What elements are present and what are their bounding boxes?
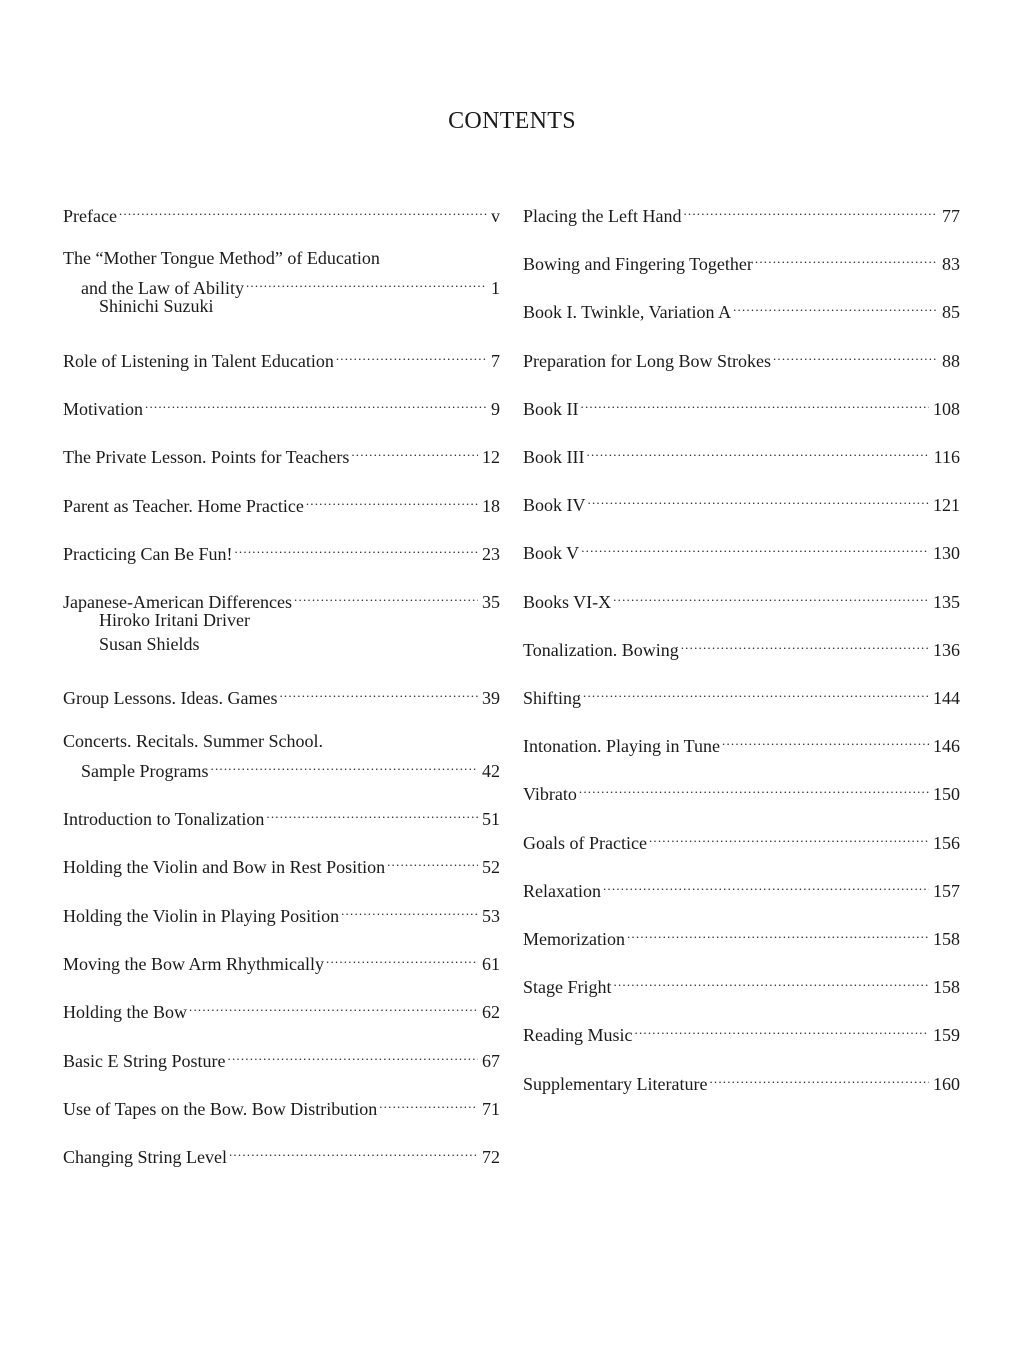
toc-entry-title: and the Law of Ability — [81, 278, 244, 299]
toc-entry-title: Book III — [523, 447, 585, 467]
toc-line — [63, 849, 500, 878]
toc-entry[interactable] — [63, 584, 500, 656]
toc-line — [63, 343, 500, 371]
toc-line — [523, 680, 960, 708]
toc-page-number: 130 — [933, 543, 960, 564]
dot-leader — [387, 849, 478, 873]
toc-entry-title: Goals of Practice — [523, 832, 647, 853]
dot-leader — [119, 198, 487, 222]
toc-entry-title: Group Lessons. Ideas. Games — [63, 688, 278, 709]
toc-entry-title: Supplementary Literature — [523, 1073, 708, 1094]
toc-page-number: 116 — [933, 447, 960, 467]
dot-leader — [649, 825, 929, 849]
toc-entry-title: Holding the Violin and Bow in Rest Position — [63, 857, 386, 878]
toc-entry[interactable] — [523, 776, 960, 805]
toc-page-number: 9 — [491, 398, 500, 419]
toc-author: Susan Shields — [99, 634, 200, 655]
toc-page-number: 83 — [942, 254, 960, 275]
toc-entry[interactable] — [523, 1066, 960, 1094]
toc-entry[interactable] — [63, 198, 500, 226]
toc-entry-title: Use of Tapes on the Bow. Bow Distribution — [63, 1098, 378, 1119]
toc-entry-title: Motivation — [63, 398, 143, 419]
toc-page-number: 108 — [933, 398, 960, 419]
toc-page-number: 160 — [933, 1073, 960, 1094]
dot-leader — [266, 801, 478, 825]
toc-entry-title: Introduction to Tonalization — [63, 809, 265, 829]
dot-leader — [326, 946, 478, 970]
dot-leader — [583, 680, 929, 704]
toc-entry-title: Japanese-American Differences — [63, 592, 293, 613]
toc-line — [63, 946, 500, 974]
toc-line — [63, 801, 500, 829]
dot-leader — [722, 728, 929, 752]
toc-entry-title: Holding the Bow — [63, 1002, 187, 1023]
toc-entry[interactable] — [523, 246, 960, 275]
toc-entry-title: Parent as Teacher. Home Practice — [63, 495, 304, 516]
toc-entry[interactable] — [523, 439, 960, 467]
toc-entry-title: Concerts. Recitals. Summer School. — [63, 730, 323, 751]
toc-line — [523, 776, 960, 805]
toc-line — [523, 391, 960, 419]
toc-page-number: 39 — [482, 688, 500, 709]
toc-line — [63, 488, 500, 516]
dot-leader — [228, 1043, 479, 1067]
toc-page-number: 159 — [933, 1025, 960, 1046]
toc-line — [523, 198, 960, 226]
toc-entry-title: Book II — [523, 398, 579, 419]
toc-page-number: 52 — [482, 857, 500, 878]
toc-page-number: 85 — [942, 302, 960, 323]
toc-page-number: 146 — [933, 736, 960, 757]
dot-leader — [341, 898, 478, 922]
toc-line — [63, 1091, 500, 1119]
dot-leader — [773, 343, 938, 367]
toc-entry-title: Relaxation — [523, 880, 601, 901]
toc-line — [63, 1139, 500, 1168]
dot-leader — [588, 487, 930, 511]
toc-line — [63, 270, 500, 299]
toc-author: Hiroko Iritani Driver — [99, 610, 250, 631]
toc-entry-title: Book IV — [523, 495, 586, 516]
toc-page-number: 158 — [933, 977, 960, 998]
toc-line — [523, 294, 960, 323]
toc-entry-title: Bowing and Fingering Together — [523, 254, 753, 275]
toc-page-number: 12 — [482, 447, 500, 468]
toc-page-number: 61 — [482, 953, 500, 974]
toc-entry-title: Book I. Twinkle, Variation A — [523, 302, 732, 323]
toc-entry[interactable] — [63, 729, 500, 781]
dot-leader — [579, 776, 929, 800]
toc-line — [523, 728, 960, 757]
toc-line — [523, 246, 960, 275]
toc-entry[interactable] — [63, 439, 500, 468]
toc-author: Shinichi Suzuki — [99, 296, 214, 317]
toc-line — [523, 487, 960, 516]
toc-entry-title: Vibrato — [523, 784, 577, 805]
toc-line — [523, 343, 960, 371]
toc-page-number: 51 — [482, 809, 500, 829]
toc-line — [63, 246, 500, 270]
toc-page-number: 53 — [482, 905, 500, 926]
toc-page-number: 136 — [933, 639, 960, 660]
toc-page-number: 77 — [942, 206, 960, 226]
toc-page-number: 72 — [482, 1147, 500, 1168]
toc-line — [523, 632, 960, 660]
toc-page-number: v — [491, 206, 500, 226]
toc-page-number: 62 — [482, 1002, 500, 1023]
toc-line — [523, 825, 960, 853]
toc-entry[interactable] — [523, 632, 960, 660]
toc-page-number: 42 — [482, 760, 500, 781]
dot-leader — [733, 294, 938, 318]
dot-leader — [211, 753, 479, 777]
dot-leader — [229, 1139, 478, 1163]
toc-entry[interactable] — [523, 921, 960, 949]
toc-line — [63, 753, 500, 781]
toc-entry-title: Role of Listening in Talent Education — [63, 350, 334, 371]
dot-leader — [189, 994, 478, 1018]
toc-line — [63, 391, 500, 419]
toc-line — [523, 921, 960, 949]
toc-entry[interactable] — [523, 969, 960, 998]
toc-line — [523, 1066, 960, 1094]
dot-leader — [709, 1066, 929, 1090]
toc-line — [63, 536, 500, 564]
contents-title: CONTENTS — [448, 108, 576, 134]
toc-line — [523, 535, 960, 564]
dot-leader — [306, 488, 478, 512]
dot-leader — [614, 969, 930, 993]
toc-page-number: 35 — [482, 592, 500, 613]
toc-page-number: 150 — [933, 784, 960, 805]
toc-page-number: 157 — [933, 880, 960, 901]
dot-leader — [683, 198, 938, 222]
dot-leader — [627, 921, 929, 945]
toc-entry-title: Preface — [63, 206, 117, 226]
toc-entry-title: The “Mother Tongue Method” of Education — [63, 248, 380, 269]
toc-line — [523, 1017, 960, 1046]
toc-entry-title: Preparation for Long Bow Strokes — [523, 350, 771, 371]
toc-line — [63, 584, 500, 613]
toc-line — [63, 439, 500, 468]
toc-entry[interactable] — [63, 898, 500, 926]
toc-page-number: 144 — [933, 688, 960, 708]
toc-page-number: 7 — [491, 350, 500, 371]
toc-entry-title: Moving the Bow Arm Rhythmically — [63, 953, 324, 974]
toc-entry[interactable] — [523, 343, 960, 371]
toc-entry-title: Memorization — [523, 929, 625, 949]
toc-entry-title: Placing the Left Hand — [523, 206, 682, 226]
toc-entry[interactable] — [63, 488, 500, 516]
toc-page-number: 156 — [933, 832, 960, 853]
toc-entry[interactable] — [63, 343, 500, 371]
toc-entry-title: Shifting — [523, 688, 582, 708]
toc-line — [63, 729, 500, 753]
toc-entry[interactable] — [523, 728, 960, 757]
toc-entry[interactable] — [523, 198, 960, 226]
toc-line — [523, 969, 960, 998]
toc-entry[interactable] — [63, 1043, 500, 1071]
dot-leader — [351, 439, 478, 463]
toc-entry-title: Books VI-X — [523, 591, 612, 612]
toc-line — [63, 1043, 500, 1071]
dot-leader — [603, 873, 929, 897]
toc-entry-title: Book V — [523, 543, 580, 564]
dot-leader — [613, 584, 929, 608]
toc-page-number: 1 — [491, 278, 500, 299]
toc-entry[interactable] — [63, 1091, 500, 1119]
toc-line — [523, 584, 960, 612]
dot-leader — [681, 632, 929, 656]
toc-entry[interactable] — [523, 680, 960, 708]
toc-entry-title: Tonalization. Bowing — [523, 639, 679, 660]
toc-line — [523, 439, 960, 467]
toc-page-number: 71 — [482, 1098, 500, 1119]
toc-page-number: 135 — [933, 591, 960, 612]
toc-line — [63, 198, 500, 226]
toc-page-number: 121 — [933, 495, 960, 516]
toc-line — [63, 994, 500, 1023]
toc-entry[interactable] — [523, 535, 960, 564]
toc-entry-title: Practicing Can Be Fun! — [63, 543, 233, 564]
toc-page-number: 67 — [482, 1050, 500, 1071]
toc-entry[interactable] — [63, 391, 500, 419]
toc-entry-title: Intonation. Playing in Tune — [523, 736, 721, 757]
toc-entry[interactable] — [523, 873, 960, 901]
toc-entry[interactable] — [63, 849, 500, 878]
toc-entry[interactable] — [523, 294, 960, 323]
dot-leader — [635, 1017, 930, 1041]
dot-leader — [755, 246, 938, 270]
toc-entry[interactable] — [523, 1017, 960, 1046]
dot-leader — [234, 536, 478, 560]
toc-entry-title: Changing String Level — [63, 1147, 227, 1168]
dot-leader — [581, 535, 929, 559]
toc-entry[interactable] — [523, 391, 960, 419]
toc-entry-title: Basic E String Posture — [63, 1050, 226, 1071]
toc-line — [63, 898, 500, 926]
toc-entry[interactable] — [63, 680, 500, 709]
toc-entry[interactable] — [523, 825, 960, 853]
toc-page-number: 158 — [933, 929, 960, 949]
toc-entry-title: Stage Fright — [523, 977, 612, 998]
dot-leader — [246, 270, 487, 294]
toc-entry[interactable] — [63, 246, 500, 318]
toc-entry[interactable] — [63, 1139, 500, 1168]
toc-entry[interactable] — [523, 487, 960, 516]
toc-entry[interactable] — [63, 994, 500, 1023]
dot-leader — [294, 584, 478, 608]
toc-page-number: 23 — [482, 543, 500, 564]
dot-leader — [336, 343, 487, 367]
toc-entry[interactable] — [523, 584, 960, 612]
toc-line — [523, 873, 960, 901]
toc-line — [63, 680, 500, 709]
toc-entry[interactable] — [63, 801, 500, 829]
toc-page-number: 18 — [482, 495, 500, 516]
toc-entry[interactable] — [63, 536, 500, 564]
toc-entry[interactable] — [63, 946, 500, 974]
toc-entry-title: Holding the Violin in Playing Position — [63, 905, 340, 926]
dot-leader — [379, 1091, 478, 1115]
toc-page-number: 88 — [942, 350, 960, 371]
toc-entry-title: The Private Lesson. Points for Teachers — [63, 447, 350, 468]
toc-entry-title: Reading Music — [523, 1025, 633, 1046]
dot-leader — [587, 439, 930, 463]
toc-entry-title: Sample Programs — [81, 760, 209, 781]
dot-leader — [581, 391, 930, 415]
dot-leader — [279, 680, 478, 704]
dot-leader — [145, 391, 487, 415]
